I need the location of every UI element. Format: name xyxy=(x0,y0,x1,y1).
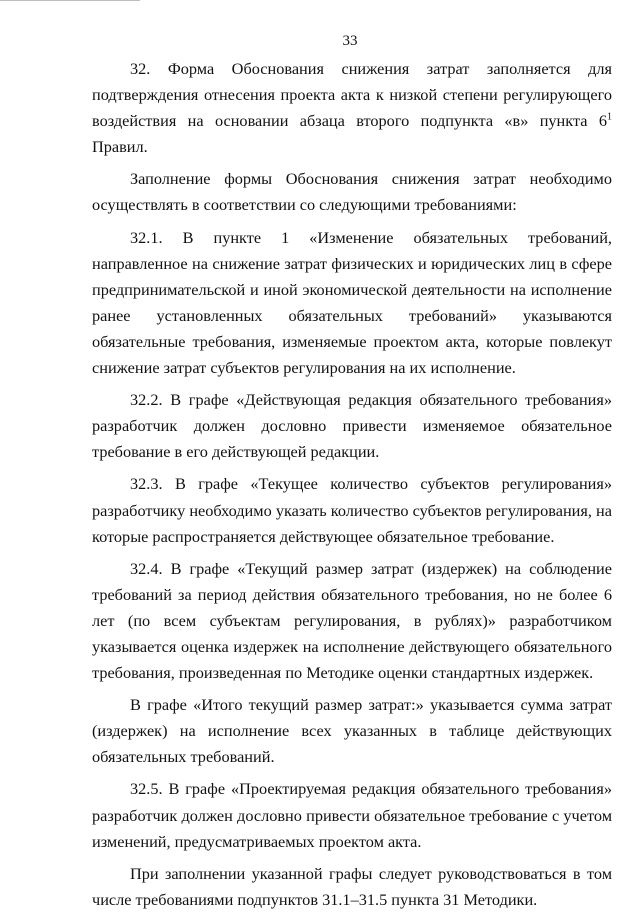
paragraph-requirements-intro: Заполнение формы Обоснования снижения затрат необходимо осуществлять в соответствии со следующими требованиями: xyxy=(92,169,612,215)
paragraph-32-2: 32.2. В графе «Действующая редакция обязательного требования» разработчик должен дословно привести изменяемое обязательное требование в его действующей редакции. xyxy=(92,390,612,462)
paragraph-filling-guidance: При заполнении указанной графы следует руководствоваться в том числе требованиями подпунктов 31.1–31.5 пункта 31 Методики. xyxy=(92,863,612,909)
paragraph-32-3: 32.3. В графе «Текущее количество субъектов регулирования» разработчику необходимо указать количество субъектов регулирования, на которые распространяется действующее обязательное требование. xyxy=(92,474,612,546)
paragraph-32-text: 32. Форма Обоснования снижения затрат заполняется для подтверждения отнесения проекта акта к низкой степени регулирующего воздействия на основании абзаца второго подпункта «в» пункта 6 xyxy=(92,59,612,131)
scan-edge-line xyxy=(0,0,140,1)
paragraph-32-5: 32.5. В графе «Проектируемая редакция обязательного требования» разработчик должен дословно привести обязательное требование с учетом изменений, предусматриваемых проектом акта. xyxy=(92,779,612,851)
paragraph-total-costs: В графе «Итого текущий размер затрат:» указывается сумма затрат (издержек) на исполнение всех указанных в таблице действующих обязательных требований. xyxy=(92,695,612,767)
page-number: 33 xyxy=(342,33,358,49)
superscript-1: 1 xyxy=(607,111,612,123)
paragraph-32-4: 32.4. В графе «Текущий размер затрат (издержек) на соблюдение требований за период действия обязательного требования, но не более 6 лет (по всем субъектам регулирования, в рублях)» разработчиком указывается оценка издержек на исполнение действующего обязательного требования, произведенная по Методике оценки стандартных издержек. xyxy=(92,558,612,683)
paragraph-32-tail: Правил. xyxy=(92,137,148,157)
paragraph-32-1: 32.1. В пункте 1 «Изменение обязательных требований, направленное на снижение затрат физических и юридических лиц в сфере предпринимательской и иной экономической деятельности на исполнение ранее установленных обязательных требований» указываются обязательные требования, изменяемые проектом акта, которые повлекут снижение затрат субъектов регулирования на их исполнение. xyxy=(92,227,612,378)
document-body xyxy=(92,56,612,913)
paragraph-32 xyxy=(92,56,612,160)
